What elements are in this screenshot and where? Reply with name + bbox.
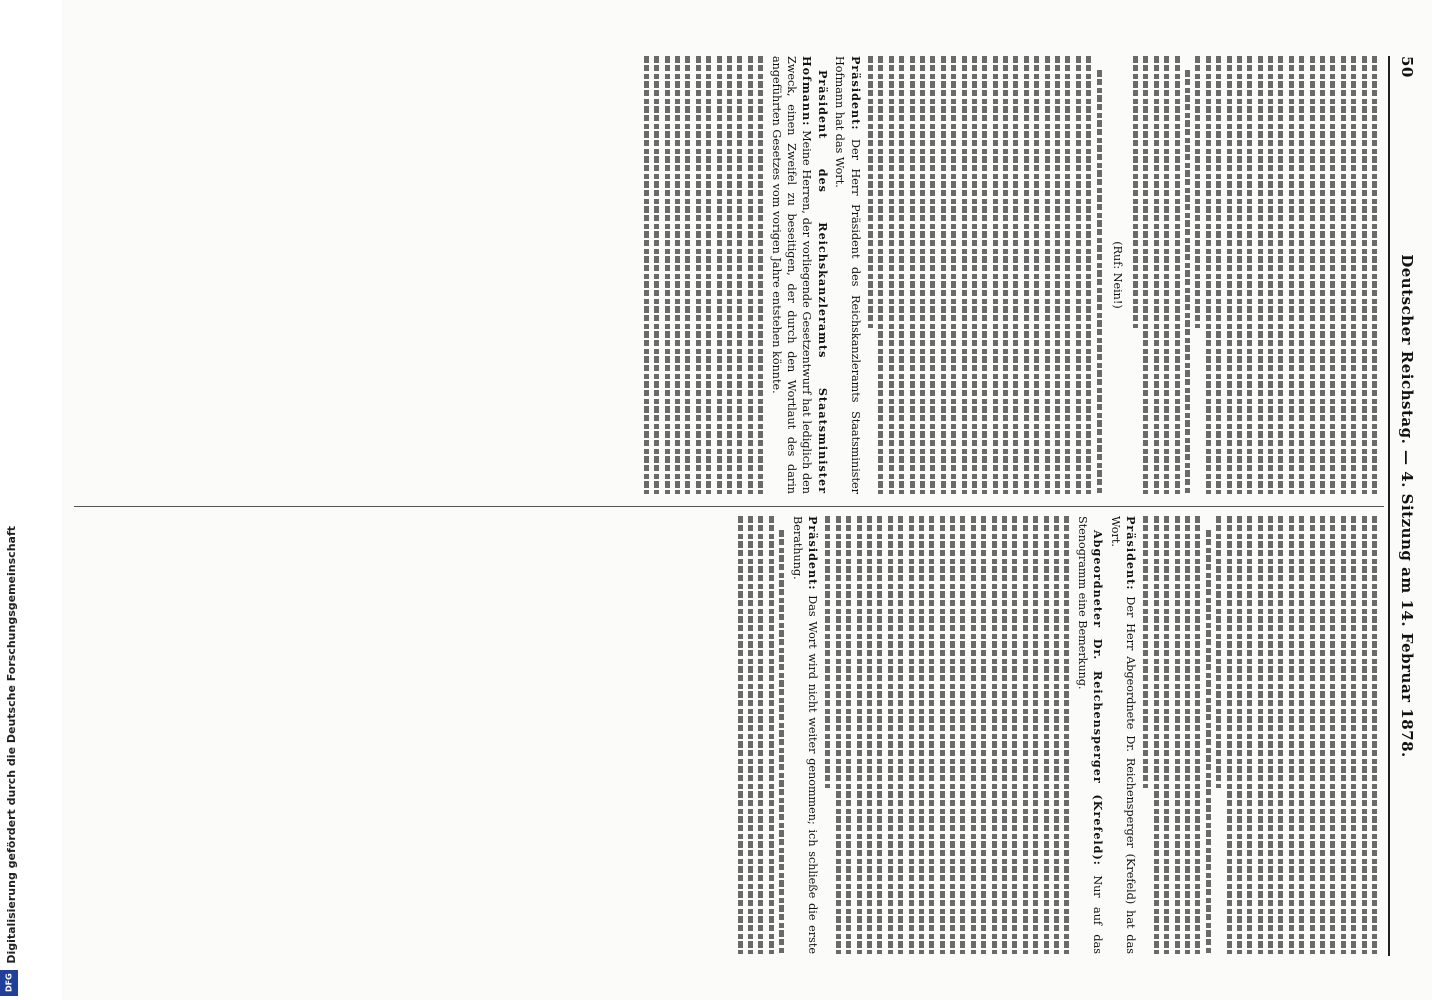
text-line — [1299, 56, 1304, 494]
text-line — [920, 56, 925, 494]
text-line — [1341, 56, 1346, 494]
text-line — [1216, 516, 1221, 788]
text-line — [836, 516, 841, 954]
text-line — [1076, 56, 1081, 494]
text-line — [857, 516, 862, 954]
text-line — [1154, 516, 1159, 954]
text-line — [748, 56, 753, 494]
text-line — [1065, 56, 1070, 494]
text-line — [1003, 56, 1008, 494]
speech-text: Nur auf das Stenogramm eine Bemerkung. — [1075, 516, 1105, 954]
text-line — [727, 56, 732, 494]
reichensperger-paragraph — [1074, 516, 1105, 954]
text-line — [738, 516, 743, 954]
text-line — [1034, 56, 1039, 494]
text-line — [867, 516, 872, 954]
text-line — [1195, 516, 1200, 954]
text-line — [654, 56, 659, 494]
text-line — [1362, 56, 1367, 494]
text-line — [1143, 56, 1148, 494]
text-line — [825, 516, 830, 788]
text-line — [1206, 530, 1211, 954]
text-line — [878, 56, 883, 494]
speaker-name: Präsident: — [1124, 516, 1139, 591]
text-line — [1310, 516, 1315, 954]
interjection: (Ruf: Nein!) — [1111, 241, 1125, 309]
text-line — [1289, 516, 1294, 954]
page-title: Deutscher Reichstag. — 4. Sitzung am 14. Februar 1878. — [1398, 254, 1416, 758]
text-line — [1185, 70, 1190, 494]
text-line — [696, 56, 701, 494]
speaker-name: Präsident: — [848, 56, 863, 131]
text-line — [758, 516, 763, 954]
text-line — [1227, 516, 1232, 954]
text-line — [1320, 516, 1325, 954]
speech-text: Das Wort wird nicht weiter genommen; ich schließe die erste Berathung. — [790, 516, 820, 954]
speech-text: Meine Herren, der vorliegende Gesetzentwurf hat lediglich den Zweck, einen Zweifel zu beseitigen, der durch den Wortlaut des darin angeführten Gesetzes vom vorigen Jahre entstehen könnte. — [769, 56, 814, 494]
text-line — [769, 516, 774, 954]
text-line — [1278, 516, 1283, 954]
text-line — [1064, 516, 1069, 954]
text-line — [877, 516, 882, 954]
text-line — [748, 516, 753, 954]
text-line — [758, 56, 763, 494]
text-line — [898, 516, 903, 954]
text-line — [1045, 56, 1050, 494]
text-line — [644, 56, 649, 494]
text-line — [1372, 516, 1377, 954]
text-line — [706, 56, 711, 494]
minister-paragraph — [768, 56, 830, 494]
left-column — [72, 56, 1382, 494]
page-number: 50 — [1398, 56, 1416, 78]
text-line — [1268, 56, 1273, 494]
text-line — [981, 516, 986, 954]
text-line — [1310, 56, 1315, 494]
text-line — [1258, 56, 1263, 494]
text-line — [899, 56, 904, 494]
text-line — [962, 56, 967, 494]
text-line — [1175, 56, 1180, 494]
text-line — [1372, 56, 1377, 494]
text-line — [993, 56, 998, 494]
text-line — [1299, 516, 1304, 954]
text-line — [1351, 56, 1356, 494]
text-line — [1195, 56, 1200, 328]
text-line — [1362, 516, 1367, 954]
text-line — [982, 56, 987, 494]
text-line — [1206, 56, 1211, 494]
text-line — [1023, 516, 1028, 954]
text-line — [909, 516, 914, 954]
text-line — [1044, 516, 1049, 954]
text-line — [930, 56, 935, 494]
text-line — [1247, 56, 1252, 494]
text-line — [992, 516, 997, 954]
president-paragraph — [1107, 516, 1138, 954]
text-line — [1054, 516, 1059, 954]
text-line — [1086, 56, 1091, 494]
text-line — [960, 516, 965, 954]
text-line — [779, 530, 784, 954]
speaker-name: Präsident des Reichskanzleramts Staatsminister Hofmann: — [800, 56, 830, 494]
text-line — [1143, 516, 1148, 788]
text-line — [1012, 516, 1017, 954]
text-line — [1216, 56, 1221, 494]
text-line — [685, 56, 690, 494]
text-line — [1268, 516, 1273, 954]
text-line — [1164, 56, 1169, 494]
text-line — [1351, 516, 1356, 954]
text-line — [1164, 516, 1169, 954]
text-line — [1278, 56, 1283, 494]
text-line — [1258, 516, 1263, 954]
header-rule — [1388, 56, 1390, 956]
text-line — [1320, 56, 1325, 494]
speech-text: Der Herr Präsident des Reichskanzleramts Staatsminister Hofmann hat das Wort. — [833, 56, 862, 494]
page-header — [1392, 56, 1418, 956]
text-line — [940, 516, 945, 954]
text-line — [868, 56, 873, 328]
text-line — [910, 56, 915, 494]
closing-paragraph — [789, 516, 820, 954]
text-line — [846, 516, 851, 954]
text-line — [951, 56, 956, 494]
text-line — [1133, 56, 1138, 328]
text-line — [1097, 70, 1102, 494]
digitization-footer — [0, 0, 22, 964]
text-line — [929, 516, 934, 954]
text-line — [1024, 56, 1029, 494]
text-line — [1175, 516, 1180, 954]
text-line — [1330, 516, 1335, 954]
text-line — [1013, 56, 1018, 494]
text-line — [1154, 56, 1159, 494]
text-line — [1227, 56, 1232, 494]
text-line — [1341, 516, 1346, 954]
text-line — [889, 56, 894, 494]
speaker-name: Abgeordneter Dr. Reichensperger (Krefeld): — [1091, 530, 1106, 866]
text-line — [888, 516, 893, 954]
scanned-page — [62, 0, 1432, 1000]
digitization-note: Digitalisierung gefördert durch die Deutsche Forschungsgemeinschaft — [4, 526, 18, 964]
text-line — [675, 56, 680, 494]
text-line — [971, 516, 976, 954]
column-separator — [74, 506, 1384, 507]
text-line — [941, 56, 946, 494]
text-line — [972, 56, 977, 494]
text-line — [737, 56, 742, 494]
dfg-logo-icon: DFG — [0, 970, 18, 996]
text-line — [1002, 516, 1007, 954]
text-line — [919, 516, 924, 954]
text-line — [1289, 56, 1294, 494]
speaker-name: Präsident: — [806, 516, 821, 591]
text-line — [1330, 56, 1335, 494]
text-line — [950, 516, 955, 954]
text-line — [1185, 516, 1190, 954]
text-line — [1033, 516, 1038, 954]
president-paragraph — [832, 56, 863, 494]
text-line — [665, 56, 670, 494]
text-line — [1247, 516, 1252, 954]
text-line — [1237, 516, 1242, 954]
speech-text: Der Herr Abgeordnete Dr. Reichensperger (Krefeld) hat das Wort. — [1108, 516, 1138, 954]
text-line — [717, 56, 722, 494]
right-column — [72, 516, 1382, 954]
text-line — [1237, 56, 1242, 494]
text-line — [1055, 56, 1060, 494]
